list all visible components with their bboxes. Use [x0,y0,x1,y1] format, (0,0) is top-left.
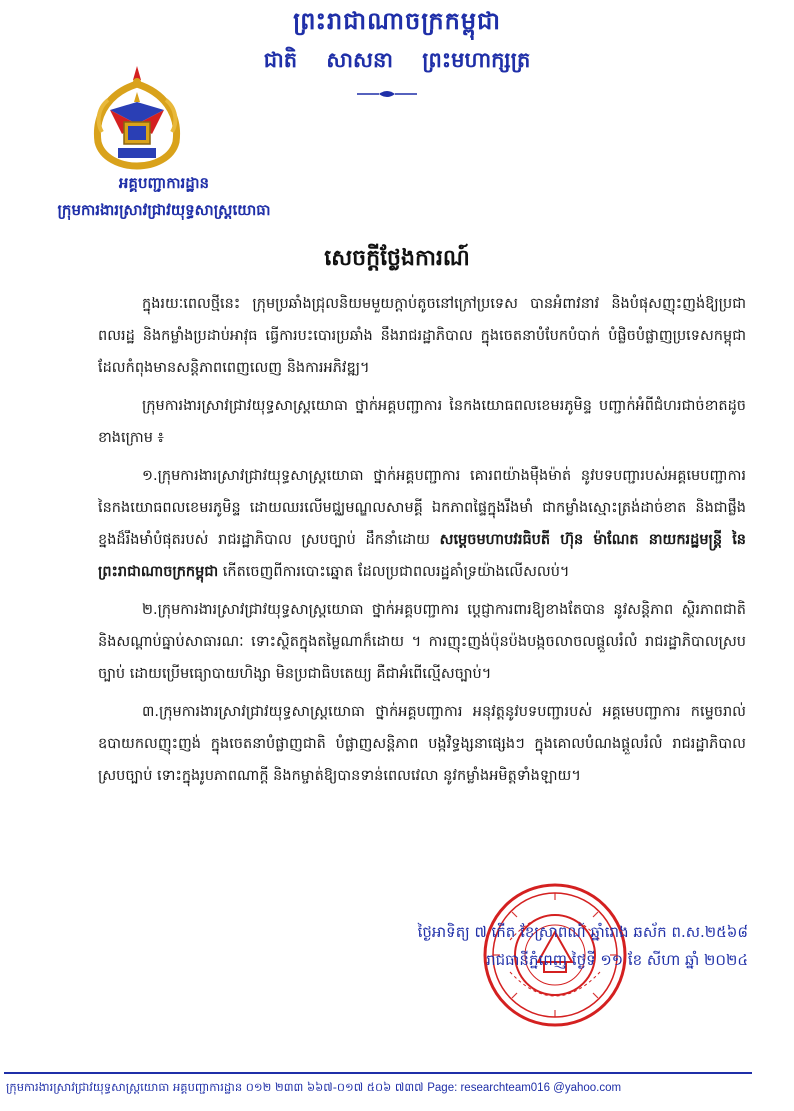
organization-block [14,174,314,223]
paragraph-point-2: ២.ក្រុមការងារស្រាវជ្រាវយុទ្ធសាស្ត្រយោធា ថ្នាក់អគ្គបញ្ជាការ ប្តេជ្ញាការពារឱ្យខាងតែបាន នូវសន្តិភាព ស្ថិរភាពជាតិ និងសណ្តាប់ធ្នាប់សាធារណៈ ទោះស្ថិតក្នុងតម្លៃណាក៏ដោយ ។ ការញុះញង់ប៉ុនប៉ងបង្កចលាចលផ្តួលរំលំ រាជរដ្ឋាភិបាលស្របច្បាប់ ដោយប្រើមធ្យោបាយហិង្សា មិនប្រជាធិបតេយ្យ គឺជាអំពើល្មើសច្បាប់។ [98,602,746,682]
prime-minister-name: សម្តេចមហាបវរធិបតី ហ៊ុន ម៉ាណែត នាយករដ្ឋមន្ត្រី នៃព្រះរាជាណាចក្រកម្ពុជា [98,532,746,580]
footer [6,1080,766,1097]
paragraph-point-1-text: ១.ក្រុមការងារស្រាវជ្រាវយុទ្ធសាស្ត្រយោធា ថ្នាក់អគ្គបញ្ជាការ គោរពយ៉ាងម៉ឺងម៉ាត់ នូវបទបញ្ជារបស់អគ្គមេបញ្ជាការ នៃកងយោធពលខេមរភូមិន្ទ ដោយឈរលើមជ្ឈមណ្ឌលសាមគ្គី ឯកភាពផ្ទៃក្នុងរឹងមាំ ជាកម្លាំងស្មោះត្រង់ដាច់ខាត និងជាផ្លឹងខ្នងដ៏រឹងមាំបំផុតរបស់ រាជរដ្ឋាភិបាល ស្របច្បាប់ ដឹកនាំដោយ [98,468,746,548]
document-title: សេចក្តីថ្លែងការណ៍ [324,245,470,271]
footer-contact: ក្រុមការងារស្រាវជ្រាវយុទ្ធសាស្ត្រយោធា អគ្គបញ្ជាការដ្ឋាន ០១២ ២៣៣ ៦៦៧-០១៧ ៥០៦ ៧៣៧ [6,1080,424,1094]
paragraph-point-3: ៣.ក្រុមការងារស្រាវជ្រាវយុទ្ធសាស្ត្រយោធា ថ្នាក់អគ្គបញ្ជាការ អនុវត្តនូវបទបញ្ជារបស់ អគ្គមេបញ្ជាការ កម្ទេចរាល់ឧបាយកលញុះញង់ ក្នុងចេតនាបំផ្លាញជាតិ បំផ្លាញសន្តិភាព បង្កវិទ្ធង្សនាផ្សេងៗ ក្នុងគោលបំណងផ្តួលរំលំ រាជរដ្ឋាភិបាលស្របច្បាប់ ទោះក្នុងរូបភាពណាក្តី និងកម្ចាត់ឱ្យបានទាន់ពេលវេលា នូវកម្លាំងអមិត្តទាំងឡាយ។ [98,704,746,784]
paragraph-position: ក្រុមការងារស្រាវជ្រាវយុទ្ធសាស្ត្រយោធា ថ្នាក់អគ្គបញ្ជាការ នៃកងយោធពលខេមរភូមិន្ទ បញ្ជាក់អំពីជំហរជាច់ខាតដូចខាងក្រោម ៖ [98,398,746,446]
lunar-date: ថ្ងៃអាទិត្យ ៧ កើត ខែស្រាពណ៍ ឆ្នាំរោង ឆស័ក ព.ស.២៥៦៨ [417,923,748,941]
national-motto: ជាតិ សាសនា ព្រះមហាក្សត្រ [263,47,531,72]
organization-unit: ក្រុមការងារស្រាវជ្រាវយុទ្ធសាស្ត្រយោធា [57,201,271,219]
military-emblem-icon [82,62,192,174]
paragraph-intro: ក្នុងរយៈពេលថ្មីនេះ ក្រុមប្រឆាំងជ្រុលនិយមមួយក្តាប់តូចនៅក្រៅប្រទេស បានអំពាវនាវ និងបំផុសញុះញង់ឱ្យប្រជាពលរដ្ឋ និងកម្លាំងប្រដាប់អាវុធ ធ្វើការបះបោរប្រឆាំង នឹងរាជរដ្ឋាភិបាល ក្នុងចេតនាបំបែកបំបាក់ បំផ្លិចបំផ្លាញប្រទេសកម្ពុជា ដែលកំពុងមានសន្តិភាពពេញលេញ និងការអភិវឌ្ឍ។ [98,296,746,376]
organization-name: អគ្គបញ្ជាការដ្ឋាន [118,174,210,192]
footer-divider [4,1072,752,1074]
footer-page-email[interactable]: Page: researchteam016 @yahoo.com [427,1082,622,1094]
paragraph-point-1 [98,460,746,588]
document-body [98,288,746,798]
kingdom-name: ព្រះរាជាណាចក្រកម្ពុជា [293,6,501,35]
ornament-divider-icon [357,88,417,100]
dateline [318,918,748,974]
paragraph-point-1-end: កើតចេញពីការបោះឆ្នោត ដែលប្រជាពលរដ្ឋគាំទ្រយ៉ាងលើសលប់។ [218,564,570,580]
solar-date: រាជធានីភ្នំពេញ ថ្ងៃទី ១១ ខែ សីហា ឆ្នាំ ២០២៤ [486,951,748,969]
